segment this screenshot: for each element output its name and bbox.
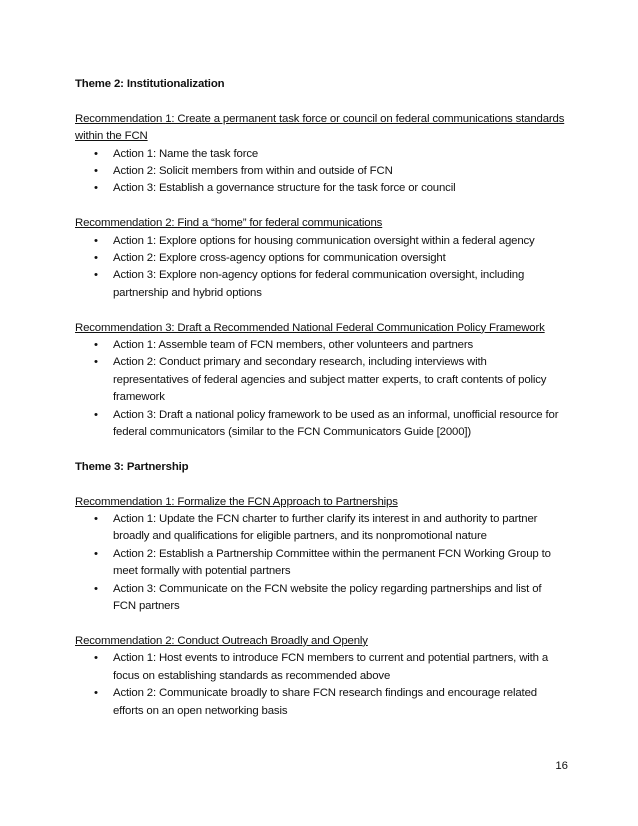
action-text: Action 3: Communicate on the FCN website the policy regarding partnerships and list of FCN partners (113, 582, 542, 613)
action-text: Action 2: Communicate broadly to share FCN research findings and encourage related efforts on an open networking basis (113, 687, 537, 717)
theme-3-recommendation-2-heading: Recommendation 2: Conduct Outreach Broadly and Openly (75, 634, 368, 647)
bullet-icon: • (94, 547, 98, 560)
action-item (75, 250, 565, 267)
action-text: Action 3: Explore non-agency options for federal communication oversight, including partnership and hybrid options (113, 269, 525, 299)
theme-2-recommendation-2-action-list (75, 233, 565, 303)
action-text: Action 1: Update the FCN charter to further clarify its interest in and authority to partner broadly and qualifications for eligible partners, and its nonpromotional nature (113, 513, 538, 543)
bullet-icon: • (94, 513, 98, 526)
theme-2-recommendation-1-action-list (75, 146, 565, 198)
theme-2-heading: Theme 2: Institutionalization (75, 78, 225, 90)
theme-2-recommendation-3-action-list (75, 337, 565, 441)
action-item (75, 685, 565, 720)
action-item (75, 581, 565, 616)
bullet-icon: • (94, 652, 98, 665)
page-number: 16 (555, 760, 568, 772)
action-text: Action 2: Solicit members from within and outside of FCN (113, 165, 393, 178)
theme-3-recommendation-2-action-list (75, 650, 565, 720)
action-text: Action 1: Host events to introduce FCN members to current and potential partners, with a focus on establishing standards as recommended above (113, 652, 549, 682)
bullet-icon: • (94, 339, 98, 352)
bullet-icon: • (94, 687, 98, 700)
action-text: Action 1: Assemble team of FCN members, other volunteers and partners (113, 339, 474, 352)
bullet-icon: • (94, 234, 98, 247)
action-item (75, 233, 565, 250)
action-item (75, 337, 565, 354)
action-text: Action 2: Establish a Partnership Committee within the permanent FCN Working Group to meet formally with potential partners (113, 547, 551, 578)
bullet-icon: • (94, 582, 98, 595)
theme-3-heading: Theme 3: Partnership (75, 460, 189, 473)
action-item (75, 180, 565, 197)
action-item (75, 407, 565, 442)
theme-2-recommendation-3-heading: Recommendation 3: Draft a Recommended National Federal Communication Policy Framework (75, 321, 545, 334)
action-text: Action 3: Draft a national policy framework to be used as an informal, unofficial resource for federal communicators (similar to the FCN Communicators Guide [2000]) (113, 408, 559, 439)
theme-3-recommendation-1-action-list (75, 511, 565, 615)
action-text: Action 1: Name the task force (113, 147, 259, 160)
bullet-icon: • (94, 147, 98, 160)
action-item (75, 354, 565, 406)
bullet-icon: • (94, 165, 98, 178)
action-text: Action 3: Establish a governance structure for the task force or council (113, 182, 456, 195)
action-item (75, 146, 565, 163)
bullet-icon: • (94, 356, 98, 369)
action-item (75, 546, 565, 581)
action-text: Action 1: Explore options for housing communication oversight within a federal agency (113, 234, 535, 247)
action-item (75, 511, 565, 546)
theme-2-recommendation-1-heading: Recommendation 1: Create a permanent task force or council on federal communications standards within the FCN (75, 112, 565, 143)
bullet-icon: • (94, 408, 98, 421)
action-item (75, 163, 565, 180)
bullet-icon: • (94, 182, 98, 195)
theme-2-recommendation-2-heading: Recommendation 2: Find a “home” for federal communications (75, 217, 383, 230)
action-text: Action 2: Explore cross-agency options for communication oversight (113, 252, 446, 265)
document-body (75, 76, 565, 720)
bullet-icon: • (94, 269, 98, 282)
theme-3-recommendation-1-heading: Recommendation 1: Formalize the FCN Approach to Partnerships (75, 495, 398, 508)
action-item (75, 650, 565, 685)
action-item (75, 267, 565, 302)
action-text: Action 2: Conduct primary and secondary research, including interviews with representatives of federal agencies and subject matter experts, to craft contents of policy framework (113, 356, 547, 404)
bullet-icon: • (94, 252, 98, 265)
